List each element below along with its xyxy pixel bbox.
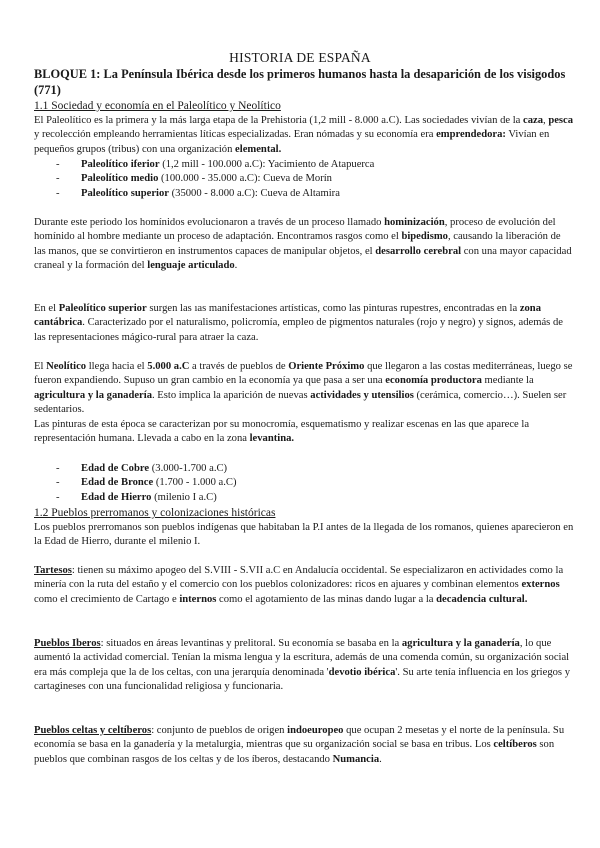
neolitico-paragraph: El Neolítico llega hacia el 5.000 a.C a través de pueblos de Oriente Próximo que llegaron a las costas mediterráneas, luego se fueron expandiendo. Supuso un gran cambio en la economía ya que pasa a ser una economía productora mediante la agricultura y la ganadería. Esto implica la aparición de nuevas actividades y utensilios (cerámica, comercio…). Suelen ser sedentarios. Las pinturas de esta época se caracterizan por su monocromía, esquematismo y realizar escenas en las que aparece la representación humana. Llevada a cabo en la zona levantina. [34, 360, 574, 446]
list-item: - Paleolítico medio (100.000 - 35.000 a.C): Cueva de Morín [56, 173, 332, 185]
metal-ages-list [34, 462, 574, 505]
section-1-1-heading [34, 99, 574, 114]
tartesos-paragraph: Tartesos: tienen su máximo apogeo del S.VIII - S.VII a.C en Andalucía occidental. Se especializaron en actividades como la minería con la ruta del estaño y el comercio con los pueblos colonizadores: ricos en ajuares y combinan elementos externos como el crecimiento de Cartago e internos como el agotamiento de las minas dando lugar a la decadencia cultural. [34, 565, 564, 605]
section-heading: 1.1 Sociedad y economía en el Paleolítico y Neolítico [34, 100, 281, 112]
prerromanos-intro-paragraph: Los pueblos prerromanos son pueblos indígenas que habitaban la P.I antes de la llegada de los romanos, quienes aparecieron en la Edad de Hierro, durante el milenio I. [34, 522, 574, 548]
page-title: HISTORIA DE ESPAÑA [229, 50, 371, 65]
hominizacion-paragraph: Durante este periodo los homínidos evolucionaron a través de un proceso llamado hominización, proceso de evolución del homínido al hombre mediante un proceso de adaptación. Encontramos rasgos como el bipedismo, causando la liberación de las manos, que se convirtieron en instrumentos capaces de manipular objetos, el desarrollo cerebral con una mayor capacidad craneal y la formación del lenguaje articulado. [34, 217, 572, 272]
iberos-paragraph: Pueblos Iberos: situados en áreas levantinas y prelitoral. Su economía se basaba en la agricultura y la ganadería, lo que aumentó la actividad comercial. Tenían la misma lengua y la escritura, además de una comenda común, su organización social era más compleja que la de los celtas, con una jerarquía denominada 'devotio ibérica'. Su arte tenía influencia en los griegos y cartagineses con una funcionalidad religiosa y funcionaria. [34, 638, 570, 693]
celtas-paragraph: Pueblos celtas y celtíberos: conjunto de pueblos de origen indoeuropeo que ocupan 2 mesetas y el norte de la península. Su economía se basa en la ganadería y la metalurgia, mientras que su organización social se basa en tribus. Los celtíberos son pueblos que combinan rasgos de los celtas y de los íberos, destacando Numancia. [34, 725, 565, 765]
term-label: Tartesos [34, 565, 72, 576]
block-heading: BLOQUE 1: La Península Ibérica desde los primeros humanos hasta la desaparición de los visigodos (771) [34, 67, 566, 97]
section-heading: 1.2 Pueblos prerromanos y colonizaciones históricas [34, 507, 276, 519]
section-1-2-heading [34, 506, 574, 521]
list-item: - Paleolítico iferior (1,2 mill - 100.000 a.C): Yacimiento de Atapuerca [56, 159, 375, 170]
list-item: - Paleolítico superior (35000 - 8.000 a.C): Cueva de Altamira [56, 187, 340, 199]
pinturas-paragraph: Las pinturas de esta época se caracterizan por su monocromía, esquematismo y realizar escenas en las que aparece la representación humana. Llevada a cabo en la zona levantina. [34, 418, 530, 445]
term-label: Pueblos celtas y celtíberos [34, 725, 152, 736]
list-item: - Edad de Hierro (milenio I a.C) [56, 491, 217, 503]
list-item: - Edad de Cobre (3.000-1.700 a.C) [56, 463, 228, 474]
paleolithic-periods-list [34, 158, 574, 201]
paleolitico-superior-paragraph: En el Paleolítico superior surgen las ıas manifestaciones artísticas, como las pinturas rupestres, encontradas en la zona cantábrica. Caracterizado por el naturalismo, policromía, empleo de pigmentos naturales (rojo y negro) y signos, además de las representaciones mágico-rural para atraer la caza. [34, 303, 563, 343]
term-label: Pueblos Iberos [34, 638, 101, 649]
paleolithic-intro-paragraph: El Paleolítico es la primera y la más larga etapa de la Prehistoria (1,2 mill - 8.000 a.C). Las sociedades vivían de la caza, pesca y recolección empleando herramientas líticas especializadas. Eran nómadas y su economía era emprendedora: Vivían en pequeños grupos (tribus) con una organización elemental. [34, 115, 574, 155]
list-item: - Edad de Bronce (1.700 - 1.000 a.C) [56, 477, 237, 489]
